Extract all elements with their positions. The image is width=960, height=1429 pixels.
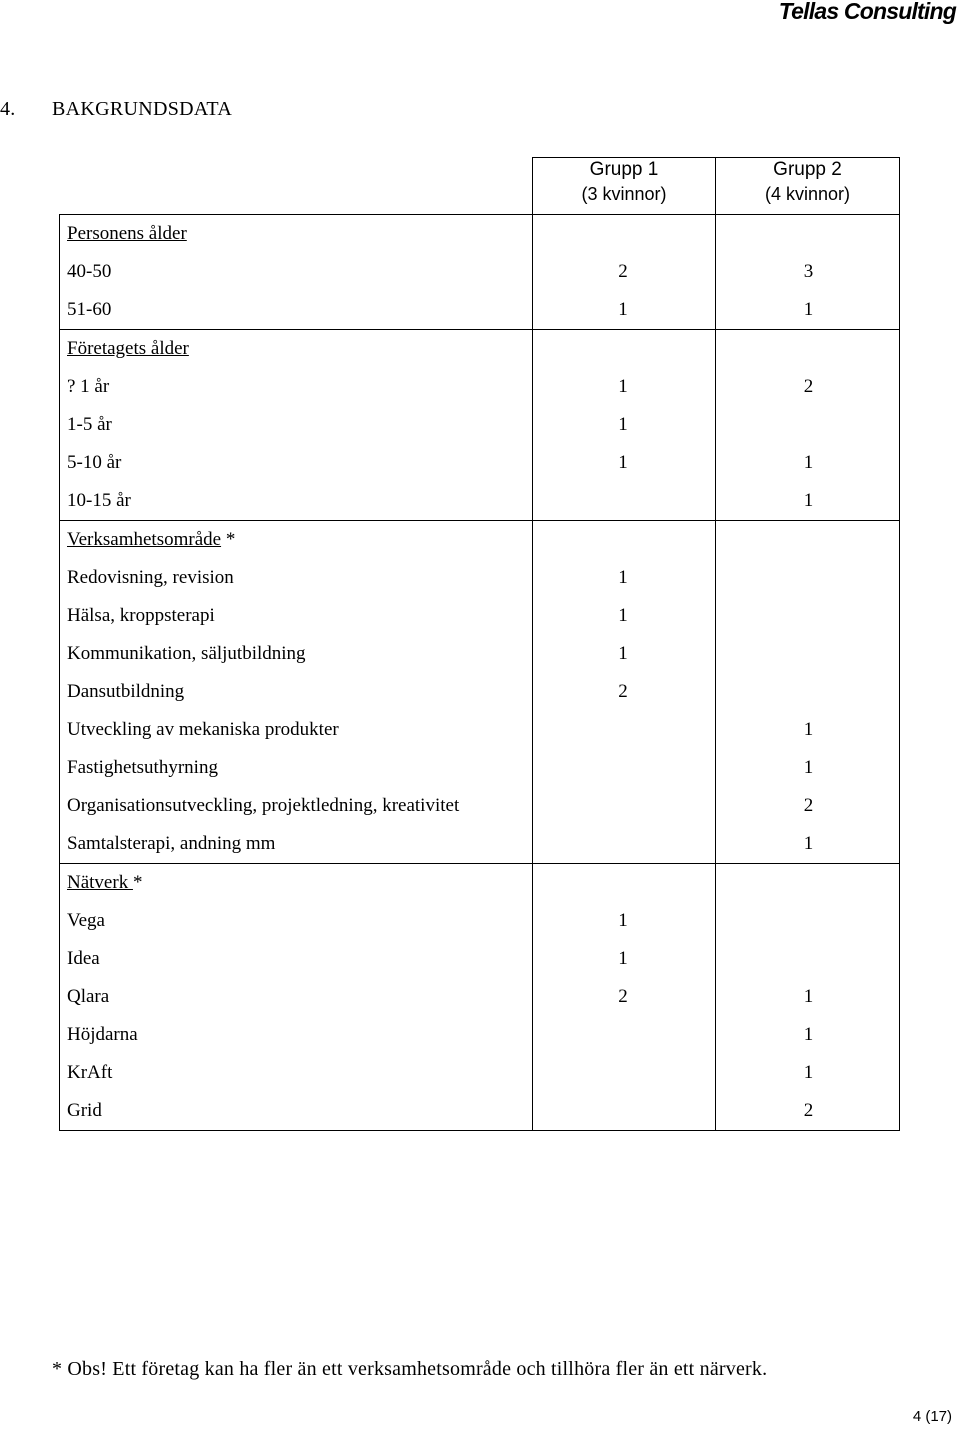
group-1-count: 2 [618,681,628,702]
row-label: Utveckling av mekaniska produkter [67,719,339,740]
group-1-count: 1 [618,376,628,397]
group-2-count [716,597,899,635]
group-2-count: 1 [803,299,814,320]
row-label: Vega [67,910,105,931]
group-1-count [533,825,715,863]
group-2-count: 1 [803,490,814,511]
group-2-count: 2 [803,376,814,397]
section-number: 4. [0,98,16,120]
empty-cell [716,330,899,368]
empty-cell [533,330,715,368]
label-column [60,864,533,1131]
group-2-column [716,864,900,1131]
row-label: 1-5 år [67,414,112,435]
group-1-count: 2 [618,986,628,1007]
section-heading-text: Nätverk [67,872,133,893]
empty-cell [533,864,715,902]
group-1-column [533,864,716,1131]
section-title-text: BAKGRUNDSDATA [52,98,233,120]
column-header-group-2 [716,158,900,215]
empty-cell [533,521,715,559]
section-heading-text: Verksamhetsområde [67,529,222,550]
group-1-count: 1 [618,948,628,969]
section-heading-text: Personens ålder [67,223,187,244]
header-blank-cell [60,158,533,215]
group-1-count [533,1054,715,1092]
group-1-count: 1 [618,643,628,664]
group-2-count [716,673,899,711]
group-2-count [716,406,899,444]
footnote-marker: * [132,872,143,893]
group-1-column [533,330,716,521]
group-1-count: 1 [618,452,628,473]
group-2-count: 1 [803,1062,814,1083]
group-1-column [533,521,716,864]
group-2-count [716,902,899,940]
section-heading [67,864,532,902]
group-2-count: 1 [803,1024,814,1045]
row-label: Idea [67,948,100,969]
column-header-group-1 [533,158,716,215]
footnote-marker: * [221,529,236,550]
row-label: Kommunikation, säljutbildning [67,643,306,664]
group-1-column [533,215,716,330]
background-data-table [59,157,900,1131]
group-1-count: 1 [618,414,628,435]
group-1-count: 1 [618,567,628,588]
label-column [60,330,533,521]
group-2-count [716,940,899,978]
group-2-count: 2 [803,1100,814,1121]
group-1-count [533,787,715,825]
row-label: Fastighetsuthyrning [67,757,218,778]
row-label: Samtalsterapi, andning mm [67,833,276,854]
row-label: Qlara [67,986,110,1007]
row-label: 51-60 [67,299,112,320]
footnote: * Obs! Ett företag kan ha fler än ett verksamhetsområde och tillhöra fler än ett närverk. [52,1358,768,1380]
group-2-count: 3 [803,261,814,282]
group-2-count: 1 [803,452,814,473]
empty-cell [716,215,899,253]
brand-name: Tellas Consulting [778,0,956,24]
column-header-name: Grupp 1 [589,159,659,180]
table-section [60,215,900,330]
group-2-count [716,559,899,597]
row-label: Organisationsutveckling, projektledning, kreativitet [67,795,460,816]
empty-cell [533,215,715,253]
row-label: 5-10 år [67,452,122,473]
group-1-count [533,711,715,749]
group-2-count: 1 [803,986,814,1007]
group-1-count: 1 [618,299,628,320]
section-heading [67,521,532,559]
section-heading [67,330,532,368]
group-2-count: 2 [803,795,814,816]
section-heading-text: Företagets ålder [67,338,189,359]
group-2-count: 1 [803,719,814,740]
group-2-count: 1 [803,757,814,778]
group-1-count [533,749,715,787]
group-2-count: 1 [803,833,814,854]
group-2-column [716,330,900,521]
column-header-name: Grupp 2 [773,159,842,180]
label-column [60,521,533,864]
table-header-row [60,158,900,215]
row-label: KrAft [67,1062,113,1083]
label-column [60,215,533,330]
group-2-count [716,635,899,673]
row-label: Redovisning, revision [67,567,234,588]
row-label: Höjdarna [67,1024,138,1045]
table-section [60,330,900,521]
group-1-count [533,1016,715,1054]
group-1-count: 1 [618,605,628,626]
group-1-count: 2 [618,261,628,282]
row-label: ? 1 år [67,376,110,397]
table-section [60,521,900,864]
group-1-count [533,482,715,520]
group-1-count [533,1092,715,1130]
group-2-column [716,521,900,864]
group-1-count: 1 [618,910,628,931]
empty-cell [716,521,899,559]
row-label: Hälsa, kroppsterapi [67,605,215,626]
row-label: Grid [67,1100,102,1121]
row-label: Dansutbildning [67,681,185,702]
section-heading [67,215,532,253]
row-label: 40-50 [67,261,112,282]
row-label: 10-15 år [67,490,131,511]
section-title [0,98,232,121]
column-header-subtitle: (3 kvinnor) [581,184,667,204]
table-section [60,864,900,1131]
group-2-column [716,215,900,330]
page-number: 4 (17) [912,1408,952,1425]
column-header-subtitle: (4 kvinnor) [764,184,851,204]
empty-cell [716,864,899,902]
